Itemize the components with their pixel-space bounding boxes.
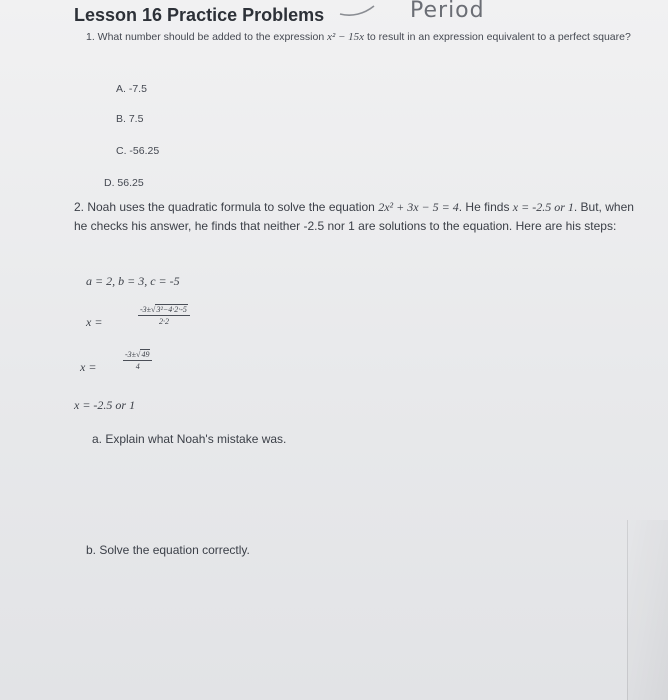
question-1 [86, 29, 646, 45]
q1-option-b: B. 7.5 [116, 113, 144, 125]
q1-expression: x² − 15x [327, 31, 365, 43]
q2-lead: 2. Noah uses the quadratic formula to solve the equation [74, 200, 379, 214]
part-b-prompt: b. Solve the equation correctly. [86, 543, 250, 557]
step-2-radicand: 49 [141, 350, 150, 359]
question-2 [74, 198, 634, 236]
step-2-lhs: x = [80, 360, 97, 374]
step-coefficients: a = 2, b = 3, c = -5 [86, 274, 180, 288]
step-result: x = -2.5 or 1 [74, 398, 136, 412]
step-1-denominator: 2·2 [158, 317, 169, 326]
handwritten-period: Period [410, 0, 485, 23]
page-title: Lesson 16 Practice Problems [74, 5, 325, 25]
step-1-fraction [138, 305, 190, 326]
step-1-radicand: 3²−4·2·-5 [156, 305, 187, 314]
step-2-numerator: -3±√49 [123, 350, 152, 361]
step-2-fraction [123, 350, 152, 371]
q1-tail: to result in an expression equivalent to a perfect square? [364, 31, 631, 43]
q2-tail: . But, when he checks his answer, he finds that neither -2.5 nor 1 are solutions to the equation. Here are his steps: [74, 200, 634, 233]
q1-option-c: C. -56.25 [116, 145, 160, 157]
handwritten-mark [338, 2, 378, 20]
page-fold-shadow [627, 520, 668, 700]
step-1-lhs: x = [86, 315, 103, 329]
part-a-prompt: a. Explain what Noah's mistake was. [92, 432, 287, 446]
q2-mid: . He finds [458, 200, 513, 214]
q2-equation: 2x² + 3x − 5 = 4 [378, 200, 459, 214]
q2-found: x = -2.5 or 1 [512, 200, 574, 214]
q1-option-a: A. -7.5 [116, 83, 147, 95]
step-1-numerator: -3±√3²−4·2·-5 [138, 305, 190, 316]
q1-lead: 1. What number should be added to the expression [86, 31, 328, 43]
step-2-denominator: 4 [135, 362, 140, 371]
q1-option-d: D. 56.25 [104, 177, 144, 189]
